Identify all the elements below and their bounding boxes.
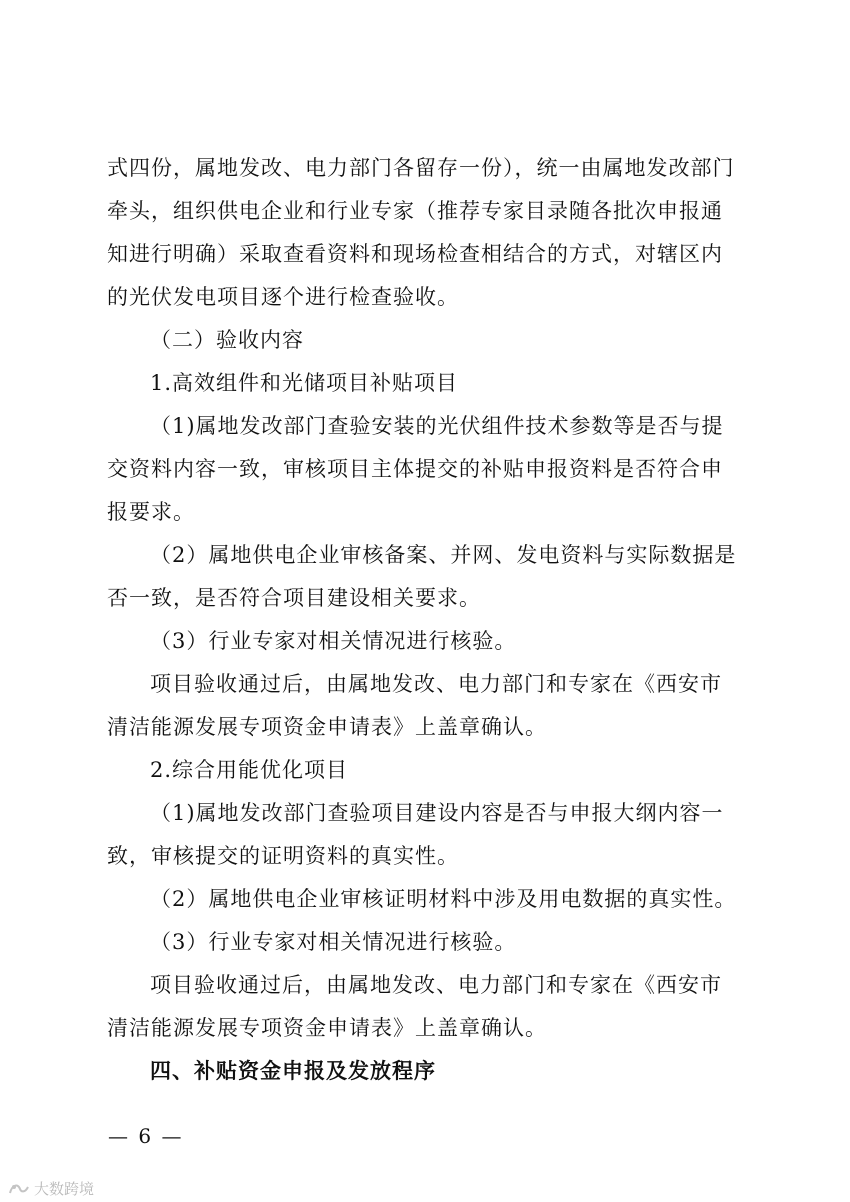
body-text-block	[107, 147, 743, 1093]
text-line: 报要求。	[107, 500, 195, 524]
item-heading: 2.综合用能优化项目	[150, 758, 349, 782]
text-line: 交资料内容一致，审核项目主体提交的补贴申报资料是否符合申	[107, 457, 723, 481]
text-line: 致，审核提交的证明资料的真实性。	[107, 844, 459, 868]
text-line: 清洁能源发展专项资金申请表》上盖章确认。	[107, 715, 547, 739]
text-line: （2）属地供电企业审核证明材料中涉及用电数据的真实性。	[150, 887, 737, 911]
brand-logo-icon	[8, 1181, 30, 1197]
text-line: 知进行明确）采取查看资料和现场检查相结合的方式，对辖区内	[107, 242, 723, 266]
page-number: — 6 —	[108, 1124, 184, 1148]
text-line: （1)属地发改部门查验安装的光伏组件技术参数等是否与提	[150, 414, 724, 438]
section-heading: 四、补贴资金申报及发放程序	[150, 1059, 436, 1083]
text-line: 项目验收通过后，由属地发改、电力部门和专家在《西安市	[150, 973, 722, 997]
watermark-text: 大数跨境	[34, 1180, 95, 1198]
watermark	[8, 1180, 94, 1198]
text-line: （2）属地供电企业审核备案、并网、发电资料与实际数据是	[150, 543, 737, 567]
text-line: （3）行业专家对相关情况进行核验。	[150, 930, 517, 954]
text-line: （1)属地发改部门查验项目建设内容是否与申报大纲内容一	[150, 801, 724, 825]
item-heading: 1.高效组件和光储项目补贴项目	[150, 371, 459, 395]
text-line: 项目验收通过后，由属地发改、电力部门和专家在《西安市	[150, 672, 722, 696]
text-line: 牵头，组织供电企业和行业专家（推荐专家目录随各批次申报通	[107, 199, 723, 223]
text-line: 式四份，属地发改、电力部门各留存一份），统一由属地发改部门	[107, 156, 735, 180]
section-subheading: （二）验收内容	[150, 328, 304, 352]
text-line: 的光伏发电项目逐个进行检查验收。	[107, 285, 459, 309]
text-line: 否一致，是否符合项目建设相关要求。	[107, 586, 481, 610]
text-line: 清洁能源发展专项资金申请表》上盖章确认。	[107, 1016, 547, 1040]
text-line: （3）行业专家对相关情况进行核验。	[150, 629, 517, 653]
